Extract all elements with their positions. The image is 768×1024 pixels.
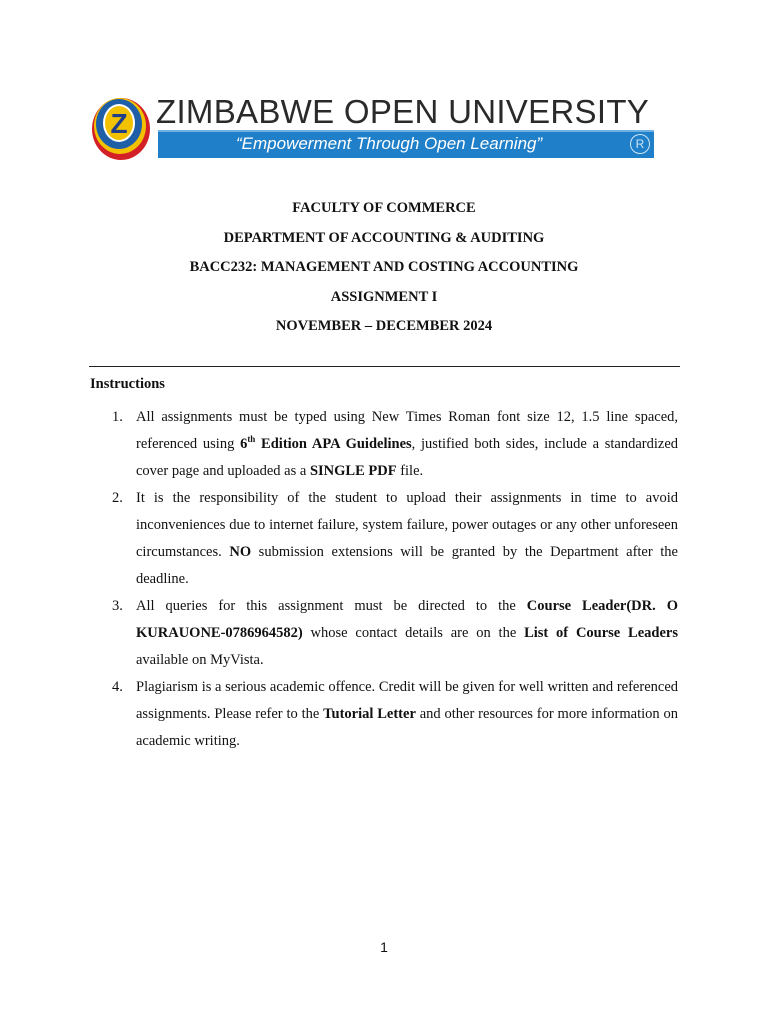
- instruction-item: [90, 593, 678, 674]
- registered-mark-icon: R: [630, 134, 650, 154]
- instruction-text: file.: [396, 463, 424, 479]
- instruction-text: Plagiarism is a serious academic offence. Credit will be given for well written and referenced assignments. Please refer to the: [136, 679, 678, 722]
- instruction-bold: Course Leader(DR. O KURAUONE-0786964582): [136, 598, 678, 641]
- assignment-heading: ASSIGNMENT I: [330, 288, 438, 305]
- zou-emblem-icon: [90, 92, 152, 162]
- instructions-list: [90, 404, 678, 755]
- instruction-bold: 6: [240, 436, 248, 452]
- instruction-bold: NO: [229, 544, 252, 560]
- instructions-title: Instructions: [90, 376, 165, 392]
- slogan-bar: [158, 130, 654, 158]
- instruction-number: 4.: [112, 679, 123, 695]
- university-slogan: “Empowerment Through Open Learning”: [236, 134, 543, 153]
- instruction-text: It is the responsibility of the student to upload their assignments in time to avoid inconveniences due to internet failure, system failure, power outages or any other unforeseen circumstances.: [136, 490, 678, 560]
- document-headings: [0, 198, 768, 346]
- instruction-bold: List of Course Leaders: [524, 625, 678, 641]
- instruction-number: 3.: [112, 598, 123, 614]
- instruction-text: All assignments must be typed using New Times Roman font size 12, 1.5 line spaced, referenced using: [136, 409, 678, 452]
- course-heading: BACC232: MANAGEMENT AND COSTING ACCOUNTING: [189, 259, 579, 275]
- instruction-text: whose contact details are on the: [302, 625, 525, 641]
- instruction-item: [90, 404, 678, 485]
- faculty-heading: FACULTY OF COMMERCE: [292, 200, 476, 216]
- instruction-bold: Edition APA Guidelines: [255, 436, 412, 452]
- instruction-text: All queries for this assignment must be directed to the: [136, 598, 527, 614]
- university-logo: [90, 92, 656, 162]
- emblem-letter: Z: [110, 108, 128, 139]
- instruction-item: [90, 485, 678, 593]
- page-number: 1: [380, 939, 388, 955]
- instruction-text: submission extensions will be granted by the Department after the deadline.: [136, 544, 678, 587]
- horizontal-divider: [89, 366, 680, 367]
- instruction-number: 1.: [112, 409, 123, 425]
- instruction-bold: Tutorial Letter: [323, 706, 416, 722]
- department-heading: DEPARTMENT OF ACCOUNTING & AUDITING: [223, 229, 545, 246]
- instruction-superscript: th: [247, 434, 256, 445]
- instruction-text: , justified both sides, include a standardized cover page and uploaded as a: [136, 436, 679, 479]
- university-name: ZIMBABWE OPEN UNIVERSITY: [156, 93, 650, 130]
- period-heading: NOVEMBER – DECEMBER 2024: [275, 318, 493, 334]
- instruction-text: available on MyVista.: [136, 652, 264, 668]
- instruction-item: [90, 674, 678, 755]
- instruction-text: and other resources for more information on academic writing.: [136, 706, 678, 749]
- instruction-bold: SINGLE PDF: [309, 463, 397, 479]
- instruction-number: 2.: [112, 490, 123, 506]
